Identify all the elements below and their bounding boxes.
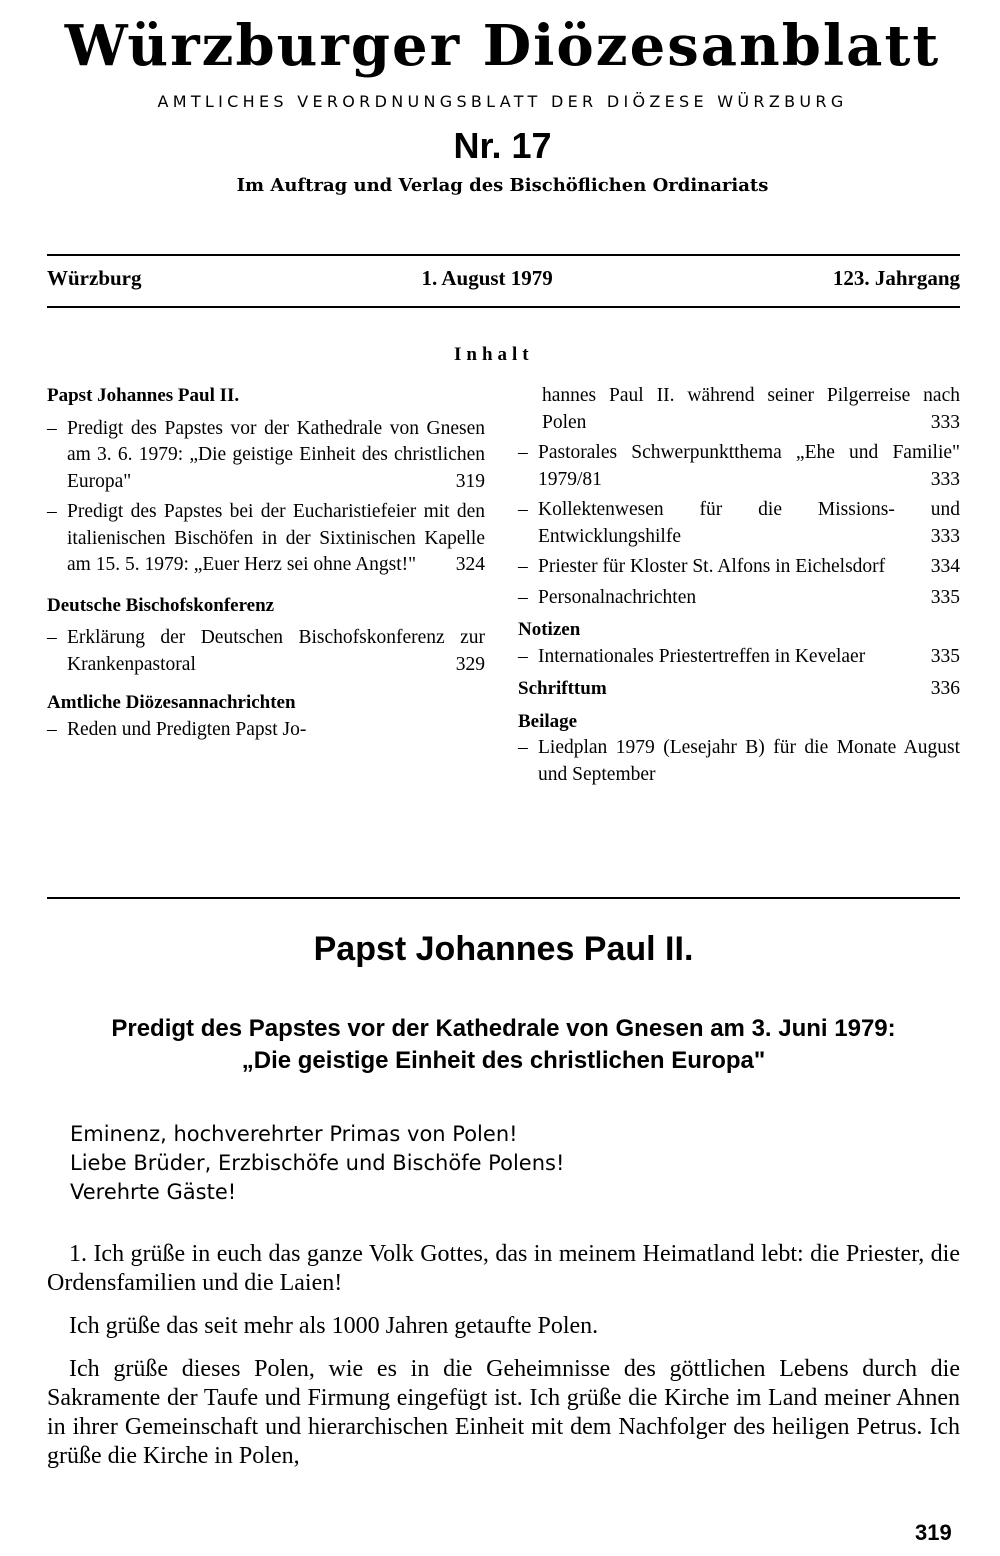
salutation-line: Eminenz, hochverehrter Primas von Polen!	[70, 1122, 518, 1146]
toc-entry-page: 336	[930, 678, 960, 699]
toc-entry-text: Personalnachrichten	[538, 586, 697, 608]
page-number: 319	[915, 1520, 952, 1545]
body-paragraph: Ich grüße das seit mehr als 1000 Jahren getaufte Polen.	[69, 1313, 599, 1339]
toc-entry-text: Internationales Priestertreffen in Kevelaer	[538, 645, 866, 667]
toc-entry	[518, 676, 960, 703]
publication-subtitle: AMTLICHES VERORDNUNGSBLATT DER DIÖZESE WÜRZBURG	[157, 92, 848, 111]
dateline-volume: 123. Jahrgang	[832, 266, 960, 290]
dash-glyph: –	[518, 556, 528, 577]
toc-entry	[47, 499, 485, 579]
salutation-line: Liebe Brüder, Erzbischöfe und Bischöfe Polens!	[70, 1151, 565, 1175]
contents-heading: Inhalt	[454, 344, 534, 365]
divider-dateline	[47, 306, 960, 308]
toc-entry-text: Kollektenwesen für die Missions- und Entwicklungshilfe	[538, 499, 960, 547]
contents-left-column	[47, 383, 485, 743]
toc-section-title: Notizen	[518, 619, 581, 640]
dash-glyph: –	[518, 442, 528, 463]
toc-entry-text: Pastorales Schwerpunktthema „Ehe und Familie" 1979/81	[538, 442, 960, 490]
toc-entry	[518, 440, 960, 493]
dateline-date: 1. August 1979	[421, 266, 553, 290]
toc-entry	[518, 735, 960, 788]
toc-section-title: Papst Johannes Paul II.	[47, 385, 240, 406]
dateline-place: Würzburg	[47, 266, 142, 290]
toc-entry	[518, 644, 960, 671]
toc-section-title: Schrifttum	[518, 678, 607, 699]
dash-glyph: –	[518, 737, 528, 758]
dash-glyph: –	[518, 645, 528, 667]
toc-section-title: Deutsche Bischofskonferenz	[47, 594, 275, 616]
toc-section-title: Beilage	[518, 710, 578, 732]
toc-section-title: Amtliche Diözesannachrichten	[47, 692, 296, 713]
contents-right-column	[518, 383, 960, 788]
toc-entry-text: Liedplan 1979 (Lesejahr B) für die Monate August und September	[538, 737, 960, 785]
toc-entry-text: Predigt des Papstes vor der Kathedrale von Gnesen am 3. 6. 1979: „Die geistige Einheit des christlichen Europa"	[67, 417, 485, 492]
salutation	[70, 1120, 564, 1207]
toc-entry-page: 333	[930, 411, 960, 433]
toc-entry	[518, 585, 960, 612]
toc-entry-text: Reden und Predigten Papst Jo-	[67, 718, 307, 740]
toc-entry-page: 329	[455, 653, 485, 675]
toc-entry-page: 324	[455, 554, 485, 575]
toc-entry-page: 333	[930, 525, 960, 547]
dash-glyph: –	[47, 718, 57, 740]
toc-entry-text: Erklärung der Deutschen Bischofskonferenz zur Krankenpastoral	[67, 627, 485, 675]
dash-glyph: –	[518, 499, 528, 520]
article-subtitle	[47, 1013, 960, 1077]
article-section-title: Papst Johannes Paul II.	[313, 930, 694, 968]
dash-glyph: –	[47, 501, 57, 522]
toc-entry-page: 334	[930, 556, 960, 577]
toc-entry-text: Priester für Kloster St. Alfons in Eichelsdorf	[538, 556, 886, 577]
body-paragraph: 1. Ich grüße in euch das ganze Volk Gottes, das in meinem Heimatland lebt: die Priester, die Ordensfamilien und die Laien!	[47, 1241, 960, 1296]
toc-entry-page: 319	[455, 470, 485, 492]
article-subtitle-line: „Die geistige Einheit des christlichen Europa"	[241, 1047, 766, 1074]
toc-entry-page: 333	[930, 468, 960, 490]
toc-entry	[518, 497, 960, 550]
masthead	[40, 6, 965, 196]
dash-glyph: –	[47, 627, 57, 648]
body-paragraph: Ich grüße dieses Polen, wie es in die Geheimnisse des göttlichen Lebens durch die Sakramente der Taufe und Firmung eingefügt ist. Ich grüße die Kirche im Land meiner Ahnen in ihrer Gemeinschaft und hierarchischen Einheit mit dem Nachfolger des heiligen Petrus. Ich grüße die Kirche in Polen,	[47, 1356, 960, 1469]
toc-entry-text: hannes Paul II. während seiner Pilgerreise nach Polen	[542, 385, 960, 433]
toc-entry	[47, 416, 485, 496]
issue-number: Nr. 17	[453, 125, 552, 166]
toc-entry	[47, 625, 485, 678]
toc-entry	[47, 717, 485, 744]
article-body	[47, 1240, 960, 1485]
toc-entry-continued	[518, 383, 960, 436]
toc-entry	[518, 554, 960, 581]
divider-top	[47, 254, 960, 256]
divider-contents	[47, 897, 960, 899]
dash-glyph: –	[47, 417, 57, 439]
salutation-line: Verehrte Gäste!	[70, 1180, 237, 1204]
publisher-line: Im Auftrag und Verlag des Bischöflichen Ordinariats	[236, 175, 769, 196]
article-subtitle-line: Predigt des Papstes vor der Kathedrale von Gnesen am 3. Juni 1979:	[111, 1015, 896, 1042]
dateline	[47, 266, 960, 291]
toc-entry-page: 335	[930, 586, 960, 608]
toc-entry-text: Predigt des Papstes bei der Eucharistiefeier mit den italienischen Bischöfen in der Sixtinischen Kapelle am 15. 5. 1979: „Euer Herz sei ohne Angst!"	[67, 501, 485, 575]
toc-entry-page: 335	[930, 645, 960, 667]
dash-glyph: –	[518, 586, 528, 608]
publication-title: Würzburger Diözesanblatt	[64, 13, 941, 79]
